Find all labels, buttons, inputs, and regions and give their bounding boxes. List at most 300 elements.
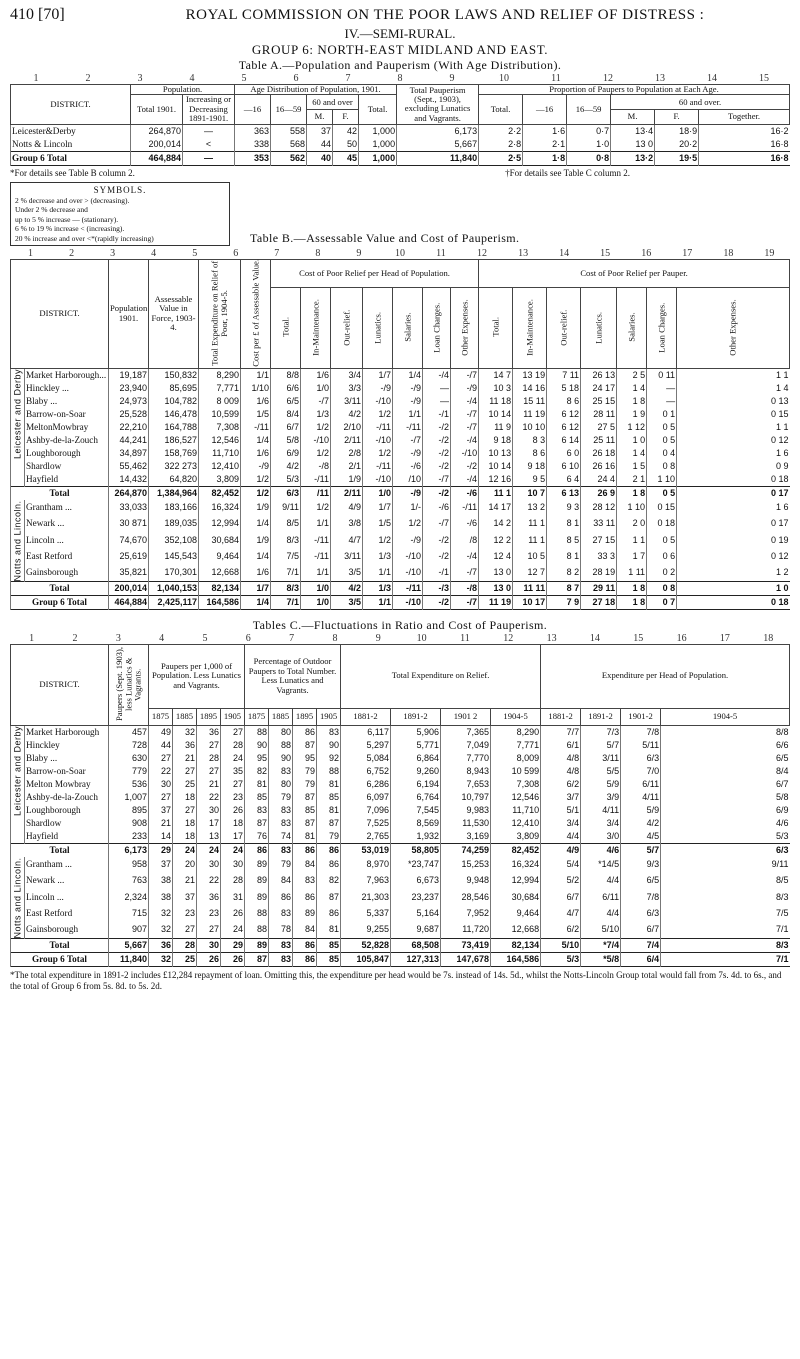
data-cell: 86 [269, 889, 293, 905]
data-cell: 6 12 [547, 421, 581, 434]
header-c-r1901: 1901 2 [441, 708, 491, 725]
data-cell: 6/3 [621, 752, 661, 765]
data-cell: 189,035 [149, 516, 199, 532]
data-cell: 958 [109, 857, 149, 873]
column-number: 16 [676, 632, 687, 644]
data-cell: 12,668 [491, 921, 541, 938]
cell-m: 40 [307, 151, 333, 165]
data-cell: -/10 [393, 595, 423, 609]
data-cell: 1 11 [617, 564, 647, 581]
data-cell: 9/3 [621, 857, 661, 873]
data-cell: 11 19 [513, 408, 547, 421]
header-b-p-loan: Loan Charges. [647, 287, 677, 368]
group-total-label: Group 6 Total [11, 952, 109, 966]
data-cell: 2/8 [331, 447, 363, 460]
data-cell: 27 15 [581, 532, 617, 548]
data-cell: 7,771 [199, 382, 241, 395]
table-row [11, 889, 790, 905]
data-cell: 6/5 [621, 873, 661, 889]
data-cell: 1 4 [617, 447, 647, 460]
column-number: 4 [189, 73, 195, 84]
data-cell: 2,324 [109, 889, 149, 905]
data-cell: *7/4 [581, 938, 621, 952]
column-number: 7 [289, 632, 295, 644]
data-cell: -/9 [393, 447, 423, 460]
data-cell: 0 17 [677, 516, 790, 532]
column-number: 19 [764, 247, 775, 259]
data-cell: 83 [269, 804, 293, 817]
district-name: Gainsborough [25, 564, 109, 581]
data-cell: 6/9 [661, 804, 790, 817]
data-cell: 5/10 [541, 938, 581, 952]
header-b-h-out: Out-relief. [331, 287, 363, 368]
page-number: 410 [70] [10, 6, 65, 23]
data-cell: 85 [317, 791, 341, 804]
data-cell: 16,324 [491, 857, 541, 873]
data-cell: 10 3 [479, 382, 513, 395]
header-under-16: —16 [235, 95, 271, 124]
data-cell: *14/5 [581, 857, 621, 873]
data-cell: 1 9 [617, 408, 647, 421]
data-cell: 25,619 [109, 548, 149, 564]
data-cell: 92 [317, 752, 341, 765]
data-cell: 12,410 [491, 817, 541, 830]
data-cell: 27 [173, 804, 197, 817]
district-name: Shardlow [25, 817, 109, 830]
total-label: Total [11, 486, 109, 500]
data-cell: 25 [173, 778, 197, 791]
table-row [11, 791, 790, 804]
data-cell: -/2 [423, 532, 451, 548]
column-number: 11 [436, 247, 446, 259]
data-cell: 5/1 [541, 804, 581, 817]
data-cell: — [647, 382, 677, 395]
district-name: Market Harborough [25, 725, 109, 739]
cell-tot: 1,000 [359, 138, 397, 152]
column-number: 6 [245, 632, 251, 644]
data-cell: 264,870 [109, 486, 149, 500]
data-cell: 6/11 [621, 778, 661, 791]
data-cell: 90 [317, 739, 341, 752]
data-cell: 4/4 [581, 905, 621, 921]
header-b-p-out: Out-relief. [547, 287, 581, 368]
header-b-p-maint: In-Maintenance. [513, 287, 547, 368]
data-cell: -/10 [393, 548, 423, 564]
data-cell: 21 [149, 817, 173, 830]
data-cell: 30,684 [199, 532, 241, 548]
data-cell: 76 [245, 830, 269, 844]
data-cell: 3/8 [331, 516, 363, 532]
column-number: 7 [274, 247, 280, 259]
page-header [10, 6, 790, 24]
column-number: 10 [394, 247, 405, 259]
cell-m: 37 [307, 124, 333, 138]
table-row [11, 873, 790, 889]
data-cell: /10 [393, 473, 423, 487]
data-cell: 1,384,964 [149, 486, 199, 500]
cell-ptog: 16·8 [699, 151, 790, 165]
group-total-row [11, 595, 790, 609]
data-cell: 5/11 [621, 739, 661, 752]
data-cell: 0 6 [647, 548, 677, 564]
data-cell: 12,994 [491, 873, 541, 889]
header-b-district: DISTRICT. [11, 259, 109, 368]
column-number: 3 [115, 632, 121, 644]
symbols-line: 20 % increase and over <*(rapidly increasing) [15, 233, 154, 243]
data-cell: 15 11 [513, 395, 547, 408]
data-cell: 5/9 [621, 804, 661, 817]
data-cell: 1 8 [617, 595, 647, 609]
header-c-h1901: 1901-2 [621, 708, 661, 725]
data-cell: 1 8 [617, 395, 647, 408]
data-cell: 8/4 [271, 408, 301, 421]
data-cell: 18 [173, 791, 197, 804]
data-cell: 6/4 [621, 952, 661, 966]
cell-ptog: 16·8 [699, 138, 790, 152]
data-cell: -/11 [393, 421, 423, 434]
data-cell: 35,821 [109, 564, 149, 581]
district-name: Hayfield [25, 473, 109, 487]
header-c-r1891: 1891-2 [391, 708, 441, 725]
data-cell: -/4 [451, 548, 479, 564]
data-cell: 6/7 [271, 421, 301, 434]
data-cell: 1/2 [241, 486, 271, 500]
table-c [10, 644, 790, 967]
data-cell: 10,797 [441, 791, 491, 804]
data-cell: 10 14 [479, 460, 513, 473]
column-number: 14 [589, 632, 600, 644]
data-cell: -/11 [301, 548, 331, 564]
data-cell: 1,040,153 [149, 581, 199, 595]
cell-ptog: 16·2 [699, 124, 790, 138]
district-name: MeltonMowbray [25, 421, 109, 434]
data-cell: 2 0 [617, 516, 647, 532]
data-cell: 5/8 [271, 434, 301, 447]
data-cell: -/10 [301, 434, 331, 447]
data-cell: 8 3 [513, 434, 547, 447]
data-cell: *5/8 [581, 952, 621, 966]
data-cell: 4/11 [621, 791, 661, 804]
data-cell: 8,569 [391, 817, 441, 830]
data-cell: 82,134 [199, 581, 241, 595]
data-cell: 150,832 [149, 368, 199, 382]
data-cell: 26 16 [581, 460, 617, 473]
cell-paup: 11,840 [397, 151, 479, 165]
data-cell: 1 5 [617, 460, 647, 473]
cell-mid: 568 [271, 138, 307, 152]
data-cell: 20 [173, 857, 197, 873]
data-cell: 1/6 [301, 368, 331, 382]
data-cell: *23,747 [391, 857, 441, 873]
data-cell: 3/5 [331, 564, 363, 581]
table-row [11, 460, 790, 473]
data-cell: 86 [317, 857, 341, 873]
data-cell: 5/3 [541, 952, 581, 966]
data-cell: 0 8 [647, 581, 677, 595]
data-cell: 85 [293, 804, 317, 817]
cell-p59: 1·0 [567, 138, 611, 152]
data-cell: 87 [317, 817, 341, 830]
table-row [11, 778, 790, 791]
header-b-p-lun: Lunatics. [581, 287, 617, 368]
data-cell: 6/3 [271, 486, 301, 500]
table-b-column-numbers [10, 248, 790, 259]
data-cell: 4/8 [541, 765, 581, 778]
data-cell: 26 [221, 952, 245, 966]
symbols-title: SYMBOLS. [93, 184, 147, 195]
data-cell: 1/4 [241, 434, 271, 447]
data-cell: 14 17 [479, 500, 513, 516]
data-cell: -/10 [451, 447, 479, 460]
data-cell: 0 5 [647, 421, 677, 434]
data-cell: 1/3 [301, 408, 331, 421]
data-cell: 21 [173, 752, 197, 765]
data-cell: 3/0 [581, 830, 621, 844]
data-cell: 0 12 [677, 434, 790, 447]
data-cell: 11 1 [513, 516, 547, 532]
data-cell: 9,464 [199, 548, 241, 564]
data-cell: 10 5 [513, 548, 547, 564]
data-cell: 7,525 [341, 817, 391, 830]
data-cell: -/2 [423, 460, 451, 473]
table-row [11, 395, 790, 408]
data-cell: 12 2 [479, 532, 513, 548]
data-cell: 4/6 [661, 817, 790, 830]
district-name: Loughborough [25, 447, 109, 460]
data-cell: 6,097 [341, 791, 391, 804]
data-cell: 3/11 [331, 395, 363, 408]
column-number: 13 [655, 73, 665, 84]
group-total-row [11, 952, 790, 966]
data-cell: 12,546 [199, 434, 241, 447]
group-label: Notts and Lincoln. [11, 857, 25, 939]
footnote-a2: †For details see Table C column 2. [505, 167, 630, 178]
data-cell: 87 [293, 817, 317, 830]
column-number: 12 [603, 73, 613, 84]
data-cell: 8 2 [547, 564, 581, 581]
data-cell: 4/4 [581, 873, 621, 889]
table-row [11, 564, 790, 581]
header-16-59: 16—59 [271, 95, 307, 124]
data-cell: 4/8 [541, 752, 581, 765]
cell-pm: 13·2 [611, 151, 655, 165]
district-name: Ashby-de-la-Zouch [25, 791, 109, 804]
data-cell: 9,983 [441, 804, 491, 817]
data-cell: 8 6 [513, 447, 547, 460]
data-cell: 86 [293, 889, 317, 905]
cell-p16: 1·8 [523, 151, 567, 165]
data-cell: 18 [221, 817, 245, 830]
data-cell: 86 [293, 938, 317, 952]
data-cell: 89 [245, 873, 269, 889]
data-cell: -/6 [451, 516, 479, 532]
header-c-total-exp: Total Expenditure on Relief. [341, 644, 541, 708]
data-cell: -/11 [241, 421, 271, 434]
data-cell: 12,668 [199, 564, 241, 581]
data-cell: 1/- [393, 500, 423, 516]
cell-pop: 200,014 [131, 138, 183, 152]
symbols-line: 6 % to 19 % increase < (increasing). [15, 224, 125, 234]
symbols-legend [10, 182, 230, 246]
header-c-h1881: 1881-2 [541, 708, 581, 725]
data-cell: 9 18 [513, 460, 547, 473]
table-row [11, 368, 790, 382]
data-cell: 7,308 [199, 421, 241, 434]
data-cell: 24 [221, 843, 245, 857]
data-cell: 145,543 [149, 548, 199, 564]
data-cell: 763 [109, 873, 149, 889]
table-row [11, 500, 790, 516]
district-name: Hayfield [25, 830, 109, 844]
data-cell: 1 10 [647, 473, 677, 487]
table-row [11, 830, 790, 844]
data-cell: 3/11 [331, 548, 363, 564]
data-cell: 1/4 [393, 368, 423, 382]
district-name: Blaby ... [25, 752, 109, 765]
data-cell: 1/0 [363, 486, 393, 500]
column-number: 2 [85, 73, 91, 84]
header-b-assessable: Assessable Value in Force, 1903-4. [149, 259, 199, 368]
data-cell: 7/3 [581, 725, 621, 739]
data-cell: -/9 [393, 382, 423, 395]
group-total-label: Group 6 Total [11, 595, 109, 609]
data-cell: 1 0 [617, 434, 647, 447]
data-cell: 0 19 [677, 532, 790, 548]
data-cell: 33 3 [581, 548, 617, 564]
data-cell: 728 [109, 739, 149, 752]
data-cell: -/4 [451, 473, 479, 487]
data-cell: 83 [269, 905, 293, 921]
column-number: 5 [192, 247, 198, 259]
data-cell: 1/1 [241, 368, 271, 382]
district-name: Grantham ... [25, 857, 109, 873]
data-cell: 28 [221, 873, 245, 889]
column-number: 1 [28, 247, 34, 259]
cell-sym: — [183, 151, 235, 165]
symbols-line: 2 % decrease and over > (decreasing). [15, 196, 130, 206]
cell-p16: 1·6 [523, 124, 567, 138]
data-cell: 6,173 [109, 843, 149, 857]
data-cell: 82,452 [491, 843, 541, 857]
cell-m: 44 [307, 138, 333, 152]
header-b-cost-per-pauper: Cost of Poor Relief per Pauper. [479, 259, 790, 287]
data-cell: 907 [109, 921, 149, 938]
data-cell: 1/1 [301, 516, 331, 532]
district-name: Barrow-on-Soar [25, 765, 109, 778]
data-cell: 38 [149, 889, 173, 905]
data-cell: 90 [245, 739, 269, 752]
data-cell: 1 4 [617, 382, 647, 395]
data-cell: 8 009 [199, 395, 241, 408]
data-cell: 164,586 [199, 595, 241, 609]
data-cell: 6,194 [391, 778, 441, 791]
cell-u16: 338 [235, 138, 271, 152]
table-c-title: Tables C.—Fluctuations in Ratio and Cost of Pauperism. [252, 617, 548, 632]
data-cell: -/7 [451, 595, 479, 609]
data-cell: 352,108 [149, 532, 199, 548]
page [10, 0, 790, 993]
table-b-title: Table B.—Assessable Value and Cost of Pauperism. [250, 230, 520, 245]
data-cell: 27 [197, 765, 221, 778]
table-row [11, 548, 790, 564]
data-cell: 1/0 [301, 382, 331, 395]
data-cell: 28 [197, 752, 221, 765]
data-cell: 78 [269, 921, 293, 938]
data-cell: 22 [197, 873, 221, 889]
data-cell: 89 [293, 905, 317, 921]
data-cell: 26 [197, 952, 221, 966]
data-cell: 21 [173, 873, 197, 889]
data-cell: 4/9 [331, 500, 363, 516]
data-cell: 10 13 [479, 447, 513, 460]
total-label: Total [11, 843, 109, 857]
data-cell: 11 11 [513, 581, 547, 595]
data-cell: 3/4 [581, 817, 621, 830]
data-cell: 32 [149, 921, 173, 938]
data-cell: 1/1 [393, 408, 423, 421]
data-cell: 233 [109, 830, 149, 844]
data-cell: 11 9 [479, 421, 513, 434]
data-cell: 44 [149, 739, 173, 752]
cell-f: 50 [333, 138, 359, 152]
data-cell: 0 18 [677, 473, 790, 487]
data-cell: -/11 [451, 500, 479, 516]
data-cell: 7,771 [491, 739, 541, 752]
data-cell: 9,255 [341, 921, 391, 938]
data-cell: 1/1 [301, 564, 331, 581]
data-cell: 81 [293, 830, 317, 844]
data-cell: -/7 [301, 395, 331, 408]
data-cell: 14 16 [513, 382, 547, 395]
data-cell: -/2 [423, 486, 451, 500]
district-name: Barrow-on-Soar [25, 408, 109, 421]
data-cell: 1 10 [617, 500, 647, 516]
data-cell: 8/3 [661, 938, 790, 952]
data-cell: -/6 [451, 486, 479, 500]
data-cell: 3,809 [491, 830, 541, 844]
data-cell: 170,301 [149, 564, 199, 581]
data-cell: 1 1 [677, 421, 790, 434]
data-cell: 25 11 [581, 434, 617, 447]
header-c-h1891: 1891-2 [581, 708, 621, 725]
header-c-r1904: 1904-5 [491, 708, 541, 725]
data-cell: 27 5 [581, 421, 617, 434]
data-cell: 6 14 [547, 434, 581, 447]
data-cell: 23 [221, 791, 245, 804]
data-cell: -/9 [363, 382, 393, 395]
data-cell: 23 [173, 905, 197, 921]
data-cell: -/7 [423, 473, 451, 487]
cell-pt: 2·8 [479, 138, 523, 152]
data-cell: 779 [109, 765, 149, 778]
header-b-h-oth: Other Expenses. [451, 287, 479, 368]
data-cell: 7 9 [547, 595, 581, 609]
data-cell: 6/7 [621, 921, 661, 938]
data-cell: 28,546 [441, 889, 491, 905]
data-cell: 18 [173, 817, 197, 830]
header-p-f: F. [655, 110, 699, 125]
data-cell: 0 18 [647, 516, 677, 532]
data-cell: 1,007 [109, 791, 149, 804]
table-row [11, 382, 790, 395]
column-number: 13 [546, 632, 557, 644]
district-name: Group 6 Total [11, 151, 131, 165]
data-cell: -/2 [423, 595, 451, 609]
data-cell: 79 [269, 857, 293, 873]
data-cell: 5/4 [541, 857, 581, 873]
data-cell: 164,586 [491, 952, 541, 966]
data-cell: 30 [197, 938, 221, 952]
